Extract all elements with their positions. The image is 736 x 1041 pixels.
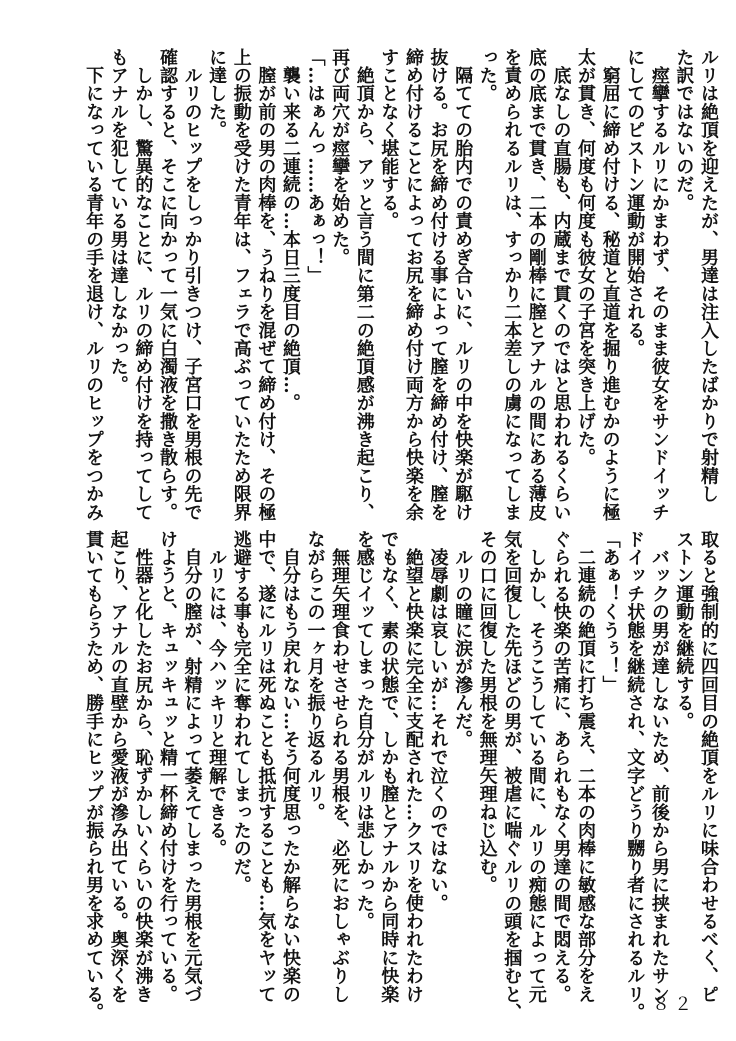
text-column: にしてのピストン運動が開始される。	[624, 48, 646, 358]
text-column: 襲い来る二連続の…本日三度目の絶頂…。	[279, 48, 301, 412]
text-column: 貫いてもらうため、勝手にヒップが振られ男を求めている。	[83, 530, 105, 1022]
text-column: 二連続の絶頂に打ち震え、二本の肉棒に敏感な部分をえ	[575, 530, 597, 1004]
text-column: ストン運動を継続する。	[673, 530, 695, 731]
page-number: ８２	[652, 994, 696, 1015]
text-column: すことなく堪能する。	[378, 48, 400, 230]
text-column: ながらこの一ヶ月を振り返るルリ。	[304, 530, 326, 822]
text-column: 自分はもう戻れない…そう何度思ったか解らない快楽の	[279, 530, 301, 1004]
text-block-top	[81, 48, 720, 522]
text-column: 抜ける。お尻を締め付ける事によって膣を締め付け、膣を	[427, 48, 449, 522]
text-column: バックの男が達しないため、前後から男に挟まれたサン	[648, 530, 670, 1004]
text-column: を責められるルリは、すっかり二本差しの虜になってしま	[501, 48, 523, 522]
text-column: 性器と化したお尻から、恥ずかしいくらいの快楽が沸き	[132, 530, 154, 1004]
text-column: ドイッチ状態を継続され、文字どうり嬲り者にされるルリ。	[624, 530, 646, 1022]
text-column: 痙攣するルリにかまわず、そのまま彼女をサンドイッチ	[648, 48, 670, 522]
text-column: 凌辱劇は哀しいが…それで泣くのではない。	[427, 530, 449, 913]
text-column: その口に回復した男根を無理矢理ねじ込む。	[476, 530, 498, 894]
text-column: 「あぁ！くうぅ！」	[599, 530, 621, 694]
text-column: 再び両穴が痙攣を始めた。	[329, 48, 351, 267]
text-column: 自分の膣が、射精によって萎えてしまった男根を元気づ	[181, 530, 203, 1004]
text-column: 底の底まで貫き、二本の剛棒に膣とアナルの間にある薄皮	[525, 48, 547, 522]
text-column: 太が貫き、何度も何度も彼女の子宮を突き上げた。	[575, 48, 597, 467]
text-column: しかし、そうこうしている間に、ルリの痴態によって元	[525, 530, 547, 1004]
text-column: 隔てての胎内での責めぎ合いに、ルリの中を快楽が駆け	[452, 48, 474, 522]
text-column: に達した。	[206, 48, 228, 139]
text-column: た訳ではないのだ。	[673, 48, 695, 212]
text-column: ぐられる快楽の苦痛に、あられもなく男達の間で悶える。	[550, 530, 572, 1004]
text-column: 下になっている青年の手を退け、ルリのヒップをつかみ	[83, 48, 105, 522]
text-column: を感じイッてしまった自分がルリは悲しかった。	[353, 530, 375, 931]
text-column: ルリの瞳に涙が滲んだ。	[452, 530, 474, 749]
text-column: 膣が前の男の肉棒を、うねりを混ぜて締め付け、その極	[255, 48, 277, 522]
text-column: 底なしの直腸も、内蔵まで貫くのではと思われるくらい	[550, 48, 572, 522]
text-column: 気を回復した先ほどの男が、被虐に喘ぐルリの頭を掴むと、	[501, 530, 523, 1022]
text-column: 取ると強制的に四回目の絶頂をルリに味合わせるべく、ピ	[698, 530, 719, 1004]
text-column: 締め付けることによってお尻を締め付け両方から快楽を余	[402, 48, 424, 522]
text-column: でもなく、素の状態で、しかも膣とアナルから同時に快楽	[378, 530, 400, 1004]
text-column: 確認すると、そこに向かって一気に白濁液を撒き散らす。	[156, 48, 178, 522]
text-column: 無理矢理食わせさせられる男根を、必死におしゃぶりし	[329, 530, 351, 1004]
text-column: もアナルを犯している男は達しなかった。	[107, 48, 129, 394]
text-column: 「…はぁんっ……あぁっ！」	[304, 48, 326, 285]
text-column: けようと、キュッキュッと精一杯締め付けを行っている。	[156, 530, 178, 1004]
text-column: 上の振動を受けた青年は、フェラで高ぶっていたため限界	[230, 48, 252, 522]
text-column: しかし、驚異的なことに、ルリの締め付けを持ってして	[132, 48, 154, 522]
text-column: った。	[476, 48, 498, 103]
text-column: 中で、遂にルリは死ぬことも抵抗することも…気をヤッて	[255, 530, 277, 1004]
text-column: 逃避する事も完全に奪われてしまったのだ。	[230, 530, 252, 894]
text-column: 絶頂から、アッと言う間に第二の絶頂感が沸き起こり、	[353, 48, 375, 522]
text-column: 窮屈に締め付ける、秘道と直道を掘り進むかのように極	[599, 48, 621, 522]
text-column: ルリは絶頂を迎えたが、男達は注入したばかりで射精し	[698, 48, 719, 503]
text-column: ルリのヒップをしっかり引きつけ、子宮口を男根の先で	[181, 48, 203, 522]
text-column: 起こり、アナルの直壁から愛液が滲み出ている。奥深くを	[107, 530, 129, 1004]
text-column: 絶望と快楽に完全に支配された…クスリを使われたわけ	[402, 530, 424, 1004]
text-column: ルリには、今ハッキリと理解できる。	[206, 530, 228, 858]
